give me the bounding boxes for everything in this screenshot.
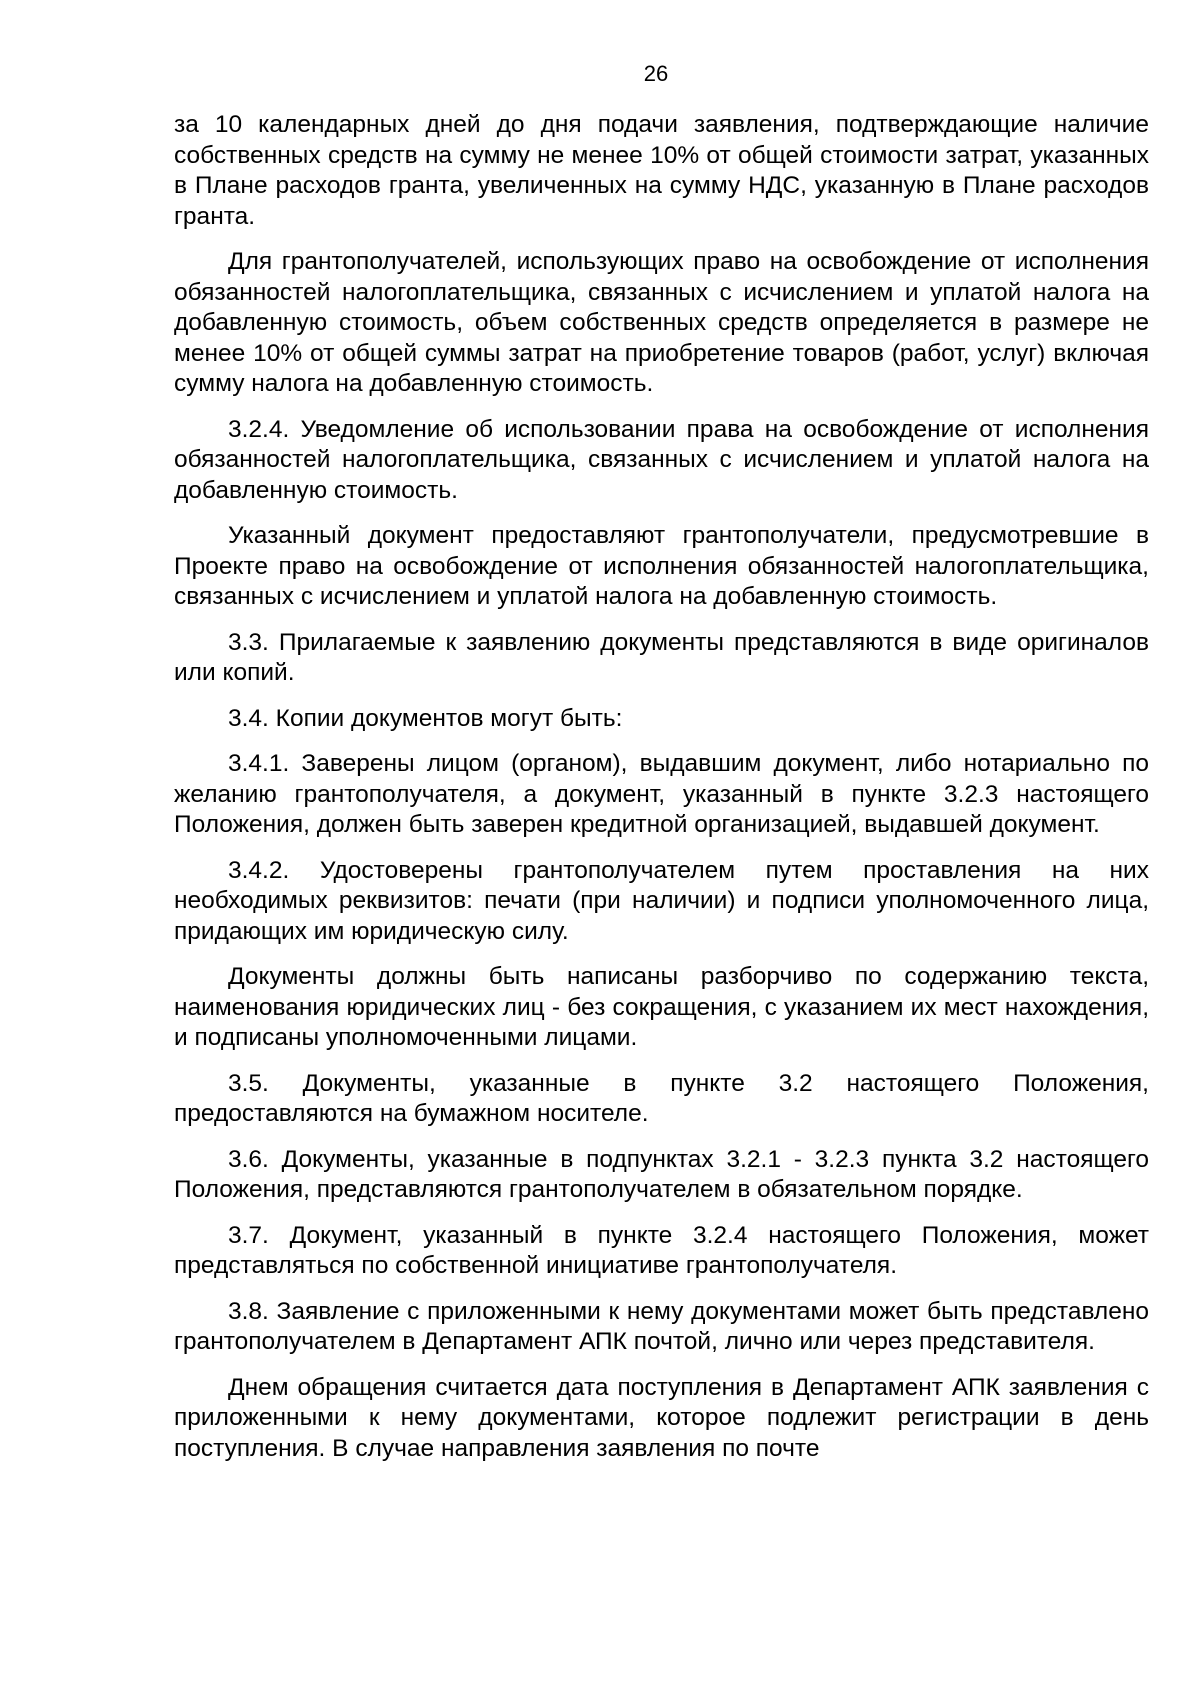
paragraph-3-4: 3.4. Копии документов могут быть:: [228, 704, 623, 732]
paragraph-3-3: 3.3. Прилагаемые к заявлению документы представляются в виде оригиналов или копий.: [174, 628, 1149, 686]
paragraph-3-2-4: 3.2.4. Уведомление об использовании права на освобождение от исполнения обязанностей налогоплательщика, связанных с исчислением и уплатой налога на добавленную стоимость.: [174, 415, 1149, 504]
paragraph-3-7: 3.7. Документ, указанный в пункте 3.2.4 настоящего Положения, может представляться по собственной инициативе грантополучателя.: [174, 1221, 1149, 1279]
paragraph-3-4-2: 3.4.2. Удостоверены грантополучателем путем проставления на них необходимых реквизитов: печати (при наличии) и подписи уполномоченного лица, придающих им юридическую силу.: [174, 856, 1149, 945]
document-body: [174, 110, 1149, 1479]
paragraph-vat-exempt-own-funds: Для грантополучателей, использующих право на освобождение от исполнения обязанностей налогоплательщика, связанных с исчислением и уплатой налога на добавленную стоимость, объем собственных средств определяется в размере не менее 10% от общей суммы затрат на приобретение товаров (работ, услуг) включая сумму налога на добавленную стоимость.: [174, 248, 1149, 397]
paragraph-3-8: 3.8. Заявление с приложенными к нему документами может быть представлено грантополучателем в Департамент АПК почтой, лично или через представителя.: [174, 1297, 1149, 1355]
page-number: 26: [643, 61, 669, 86]
paragraph-documents-legibility: Документы должны быть написаны разборчиво по содержанию текста, наименования юридических лиц - без сокращения, с указанием их мест нахождения, и подписаны уполномоченными лицами.: [174, 963, 1149, 1051]
paragraph-application-date: Днем обращения считается дата поступления в Департамент АПК заявления с приложенными к нему документами, которое подлежит регистрации в день поступления. В случае направления заявления по почте: [174, 1373, 1149, 1462]
paragraph-3-5: 3.5. Документы, указанные в пункте 3.2 настоящего Положения, предоставляются на бумажном носителе.: [174, 1069, 1149, 1127]
paragraph-continuation: за 10 календарных дней до дня подачи заявления, подтверждающие наличие собственных средств на сумму не менее 10% от общей стоимости затрат, указанных в Плане расходов гранта, увеличенных на сумму НДС, указанную в Плане расходов гранта.: [174, 111, 1149, 230]
paragraph-3-4-1: 3.4.1. Заверены лицом (органом), выдавшим документ, либо нотариально по желанию грантополучателя, а документ, указанный в пункте 3.2.3 настоящего Положения, должен быть заверен кредитной организацией, выдавшей документ.: [174, 750, 1149, 838]
paragraph-3-6: 3.6. Документы, указанные в подпунктах 3.2.1 - 3.2.3 пункта 3.2 настоящего Положения, представляются грантополучателем в обязательном порядке.: [174, 1145, 1149, 1203]
paragraph-notice-providers: Указанный документ предоставляют грантополучатели, предусмотревшие в Проекте право на освобождение от исполнения обязанностей налогоплательщика, связанных с исчислением и уплатой налога на добавленную стоимость.: [174, 522, 1149, 610]
